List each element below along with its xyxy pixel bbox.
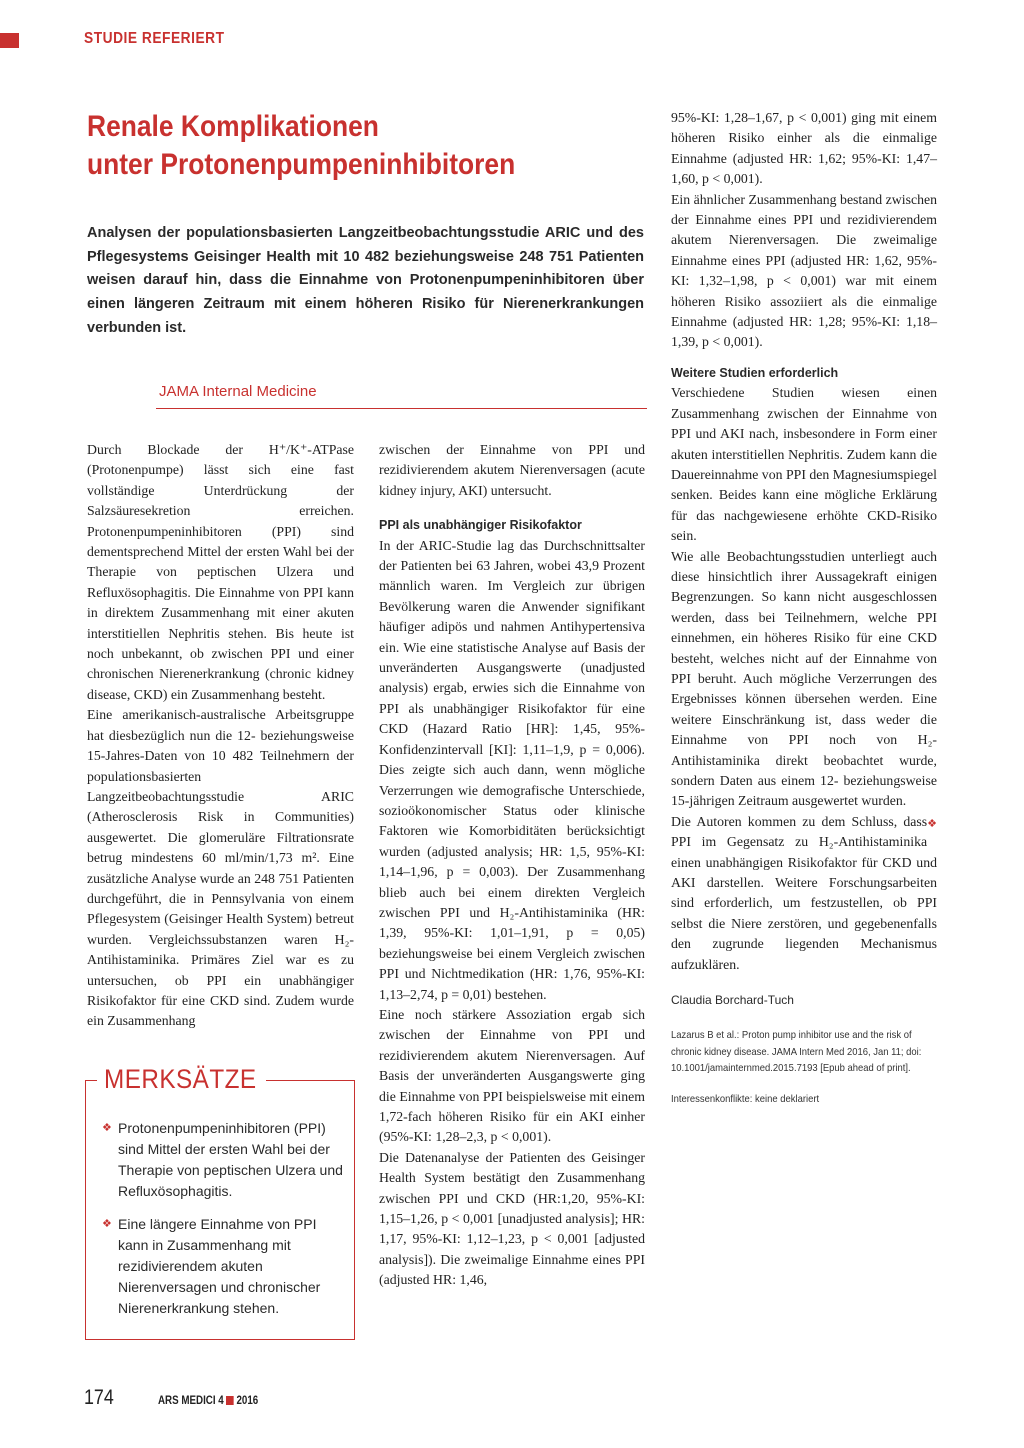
subheading: PPI als unabhängiger Risikofaktor [379,518,582,533]
journal-year: 2016 [236,1395,259,1407]
article-source: JAMA Internal Medicine [159,383,317,400]
merksaetze-top-rule [85,1080,97,1081]
conflict-statement: Interessenkonflikte: keine deklariert [671,1092,820,1105]
body-paragraph: Die Datenanalyse der Patienten des Geisinger Health System bestätigt den Zusammenhang zwischen PPI und CKD (HR:1,20, 95%-KI: 1,15–1,26, p < 0,001 [unadjusted analysis]; HR: 1,17, 95%-KI: 1,12–1,23, p < 0,001 [adjusted analysis]). Die zweimalige Einnahme eines PPI (adjusted HR: 1,46, [379,1149,645,1288]
merksaetze-item [102,1214,347,1319]
article-title [87,108,580,184]
body-paragraph: Ein ähnlicher Zusammenhang bestand zwischen der Einnahme eines PPI und rezidivierendem akutem Nierenversagen. Die zweimalige Einnahme eines PPI (adjusted HR: 1,62, 95%-KI: 1,32–1,98, p < 0,001) war mit einem höheren Risiko assoziiert als die einmalige Einnahme (adjusted HR: 1,28; 95%-KI: 1,18–1,39, p < 0,001). [671,191,937,350]
body-paragraph: Wie alle Beobachtungsstudien unterliegt auch diese hinsichtlich ihrer Aussagekraft einigen Begrenzungen. So kann nicht ausgeschlossen werden, dass bei Teilnehmern, welche PPI einnehmen, ein höheres Risiko für eine CKD besteht, welches nicht auf der Einnahme von PPI beruht. Auch mögliche Verzerrungen des Ergebnisses können übersehen werden. Eine weitere Einschränkung ist, dass weder die Einnahme von PPI noch von H₂-Antihistaminika direkt beobachtet wurde, sondern Daten aus einem 12- beziehungsweise 15-jährigen Zeitraum ausgewertet wurden. [671,548,937,809]
merksaetze-item [102,1118,347,1202]
article-title-line-1: Renale Komplikationen [87,110,379,143]
merksaetze-item-text: Protonenpumpeninhibitoren (PPI) sind Mittel der ersten Wahl bei der Therapie von peptischen Ulzera und Refluxösophagitis. [118,1120,343,1199]
body-paragraph-text: Die Autoren kommen zu dem Schluss, dass PPI im Gegensatz zu H₂-Antihistaminika einen unabhängigen Risikofaktor für CKD und AKI darstellen. Weitere Forschungsarbeiten sind erforderlich, um festzustellen, ob PPI selbst die Niere zerstören, und gegebenenfalls den zugrunde liegenden Mechanismus aufzuklären. [671,813,937,972]
merksaetze-title: MERKSÄTZE [104,1064,257,1094]
body-paragraph: Verschiedene Studien wiesen einen Zusammenhang zwischen der Einnahme von PPI und AKI nach, insbesondere in Form einer akuten interstitiellen Nephritis. Zudem kann die Dauereinnahme von PPI den Magnesiumspiegel senken. Beides kann eine mögliche Erklärung für das nachgewiesene erhöhte CKD-Risiko sein. [671,385,937,544]
section-marker [0,33,19,48]
body-paragraph: zwischen der Einnahme von PPI und rezidivierendem akutem Nierenversagen (acute kidney injury, AKI) untersucht. [379,442,645,498]
diamond-bullet-icon: ❖ [102,1122,112,1134]
article-lead: Analysen der populationsbasierten Langzeitbeobachtungsstudie ARIC und des Pflegesystems Geisinger Health mit 10 482 beziehungsweise 248 751 Patienten weisen darauf hin, dass die Einnahme von Protonenpumpeninhibitoren über einen längeren Zeitraum mit einem höheren Risiko für Nierenerkrankungen verbunden ist. [87,225,644,336]
subheading: Weitere Studien erforderlich [671,365,839,380]
body-paragraph: 95%-KI: 1,28–1,67, p < 0,001) ging mit einem höheren Risiko einher als die einmalige Einnahme (adjusted HR: 1,62; 95%-KI: 1,47–1,60, p < 0,001). [671,110,937,187]
body-paragraph: In der ARIC-Studie lag das Durchschnittsalter der Patienten bei 63 Jahren, wobei 43,9 Prozent männlich waren. Im Vergleich zur übrigen Bevölkerung waren die Anwender signifikant häufiger adipös und nahmen Antihypertensiva ein. Wie eine statistische Analyse auf Basis der unveränderten Ausgangswerte (unadjusted analysis) ergab, erwies sich die Einnahme von PPI als unabhängiger Risikofaktor für eine CKD (Hazard Ratio [HR]: 1,45, 95%-Konfidenzintervall [KI]: 1,11–1,9, p = 0,006). Dies zeigte sich auch dann, wenn mögliche Verzerrungen wie demografische Unterschiede, sozioökonomischer Status oder klinische Faktoren wie Komorbiditäten berücksichtigt wurden (adjusted analysis; HR: 1,5, 95%-KI: 1,14–1,96, p = 0,003). Der Zusammenhang blieb auch bei einem direkten Vergleich zwischen PPI und H₂-Antihistaminika (HR: 1,39, 95%-KI: 1,01–1,91, p = 0,05) beziehungsweise bei einem Vergleich zwischen PPI und Nichtmedikation (HR: 1,76, 95%-KI: 1,13–2,74, p = 0,01) bestehen. [379,537,645,1002]
column-1 [87,440,354,1032]
square-separator-icon [226,1396,234,1405]
section-label: STUDIE REFERIERT [84,30,225,47]
author-name: Claudia Borchard-Tuch [671,993,794,1008]
source-divider [156,408,647,409]
body-paragraph: Eine noch stärkere Assoziation ergab sich zwischen der Einnahme von PPI und rezidivierendem akutem Nierenversagen. Auf Basis der unveränderten Ausgangswerte ging die Einnahme von PPI beispielsweise mit einem 1,72-fach höheren Risiko für ein AKI einher (95%-KI: 1,28–2,3, p < 0,001). [379,1006,645,1145]
article-title-line-2: unter Protonenpumpeninhibitoren [87,148,516,181]
column-3 [671,108,937,1107]
column-2 [379,440,645,1291]
page-number: 174 [84,1386,114,1409]
reference: Lazarus B et al.: Proton pump inhibitor use and the risk of chronic kidney disease. JAMA Intern Med 2016, Jan 11; doi: 10.1001/jamainternmed.2015.7193 [Epub ahead of print]. [671,1029,922,1075]
body-paragraph: Durch Blockade der H⁺/K⁺-ATPase (Protonenpumpe) lässt sich eine fast vollständige Unterdrückung der Salzsäuresekretion erreichen. Protonenpumpeninhibitoren (PPI) sind dementsprechend Mittel der ersten Wahl bei der Therapie von peptischen Ulzera und Refluxösophagitis. Die Einnahme von PPI kann in direktem Zusammenhang mit einer akuten interstitiellen Nephritis stehen. Bis heute ist noch unbekannt, ob zwischen PPI und einer chronischen Nierenerkrankung (chronic kidney disease, CKD) ein Zusammenhang besteht. [87,442,354,702]
journal-name: ARS MEDICI 4 [158,1395,224,1407]
merksaetze-top-rule [266,1080,355,1081]
body-paragraph: Eine amerikanisch-australische Arbeitsgruppe hat diesbezüglich nun die 12- beziehungsweise 15-Jahres-Daten von 10 482 Teilnehmern der populationsbasierten Langzeitbeobachtungsstudie ARIC (Atherosclerosis Risk in Communities) ausgewertet. Die glomeruläre Filtrationsrate betrug mindestens 60 ml/min/1,73 m². Eine zusätzliche Analyse wurde an 248 751 Patienten durchgeführt, die in Pennsylvania von einem Pflegesystem (Geisinger Health System) betreut wurden. Vergleichssubstanzen waren H₂-Antihistaminika. Primäres Ziel war es zu untersuchen, ob PPI ein unabhängiger Risikofaktor für eine CKD sind. Zudem wurde ein Zusammenhang [87,707,354,1029]
journal-info [158,1395,258,1407]
merksaetze-list [102,1118,347,1331]
end-mark-icon: ❖ [927,817,937,830]
merksaetze-item-text: Eine längere Einnahme von PPI kann in Zusammenhang mit rezidivierendem akuten Nierenversagen und chronischer Nierenerkrankung stehen. [118,1216,321,1316]
body-paragraph [671,812,937,975]
diamond-bullet-icon: ❖ [102,1218,112,1230]
